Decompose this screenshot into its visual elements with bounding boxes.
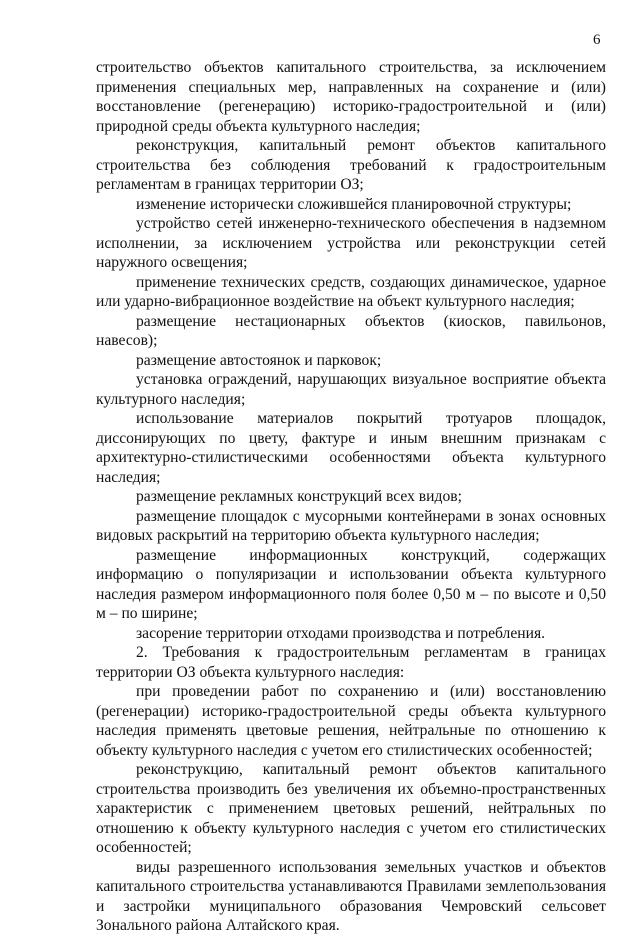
paragraph: устройство сетей инженерно-технического обеспечения в надземном исполнении, за исключением устройства или реконструкции сетей наружного освещения; <box>96 215 606 271</box>
paragraph: реконструкция, капитальный ремонт объектов капитального строительства без соблюдения требований к градостроительным регламентам в границах территории ОЗ; <box>96 137 606 193</box>
paragraph: размещение автостоянок и парковок; <box>136 351 382 369</box>
paragraph: виды разрешенного использования земельных участков и объектов капитального строительства устанавливаются Правилами землепользования и застройки муниципального образования Чемровский сельсовет Зонального района Алтайского края. <box>96 858 606 934</box>
paragraph: реконструкцию, капитальный ремонт объектов капитального строительства производить без увеличения их объемно-пространственных характеристик с применением цветовых решений, нейтральных по отношению к объекту культурного наследия с учетом его стилистических особенностей; <box>96 761 606 856</box>
paragraph: использование материалов покрытий тротуаров площадок, диссонирующих по цвету, фактуре и иным внешним признакам с архитектурно-стилистическими особенностями объекта культурного наследия; <box>96 410 606 486</box>
paragraph: размещение информационных конструкций, содержащих информацию о популяризации и использовании объекта культурного наследия размером информационного поля более 0,50 м – по высоте и 0,50 м – по ширине; <box>96 546 606 622</box>
paragraph: при проведении работ по сохранению и (или) восстановлению (регенерации) историко-градостроительной среды объекта культурного наследия применять цветовые решения, нейтральные по отношению к объекту культурного наследия с учетом его стилистических особенностей; <box>96 683 606 759</box>
paragraph: применение технических средств, создающих динамическое, ударное или ударно-вибрационное воздействие на объект культурного наследия; <box>96 273 606 310</box>
paragraph: изменение исторически сложившейся планировочной структуры; <box>136 195 572 213</box>
paragraph: засорение территории отходами производства и потребления. <box>136 624 546 642</box>
document-body <box>96 58 606 936</box>
section-heading-paragraph: 2. Требования к градостроительным регламентам в границах территории ОЗ объекта культурного наследия: <box>96 644 606 681</box>
paragraph: установка ограждений, нарушающих визуальное восприятие объекта культурного наследия; <box>96 371 606 408</box>
page-number: 6 <box>593 32 601 48</box>
paragraph: размещение площадок с мусорными контейнерами в зонах основных видовых раскрытий на территорию объекта культурного наследия; <box>96 507 606 544</box>
paragraph: размещение рекламных конструкций всех видов; <box>136 488 462 505</box>
paragraph: размещение нестационарных объектов (киосков, павильонов, навесов); <box>96 312 606 349</box>
paragraph: строительство объектов капитального строительства, за исключением применения специальных мер, направленных на сохранение и (или) восстановление (регенерацию) историко-градостроительной и (или) природной среды объекта культурного наследия; <box>96 59 606 135</box>
